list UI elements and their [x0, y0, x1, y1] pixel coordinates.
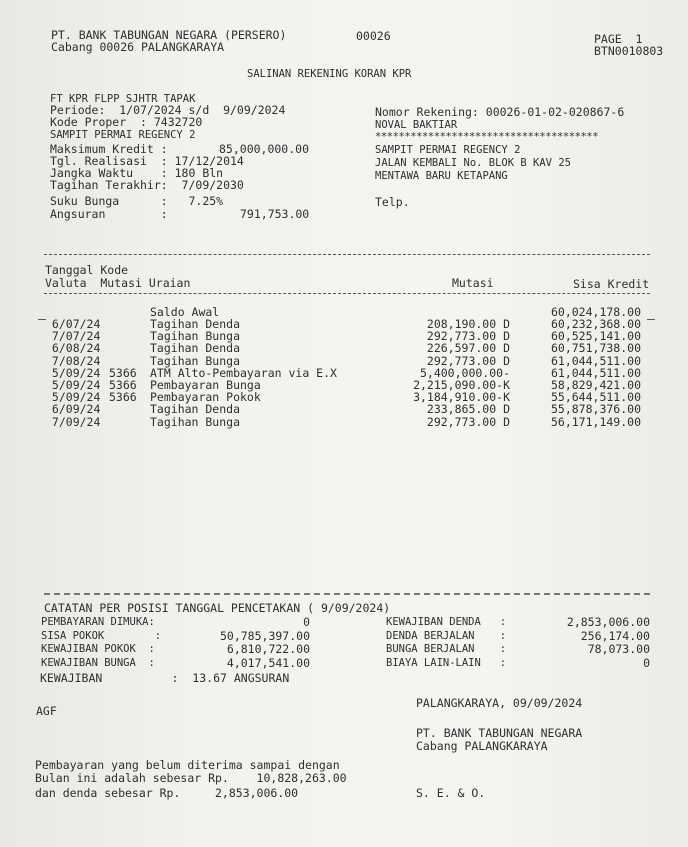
loan-product: FT KPR FLPP SJHTR TAPAK	[50, 93, 196, 105]
transaction-description: Tagihan Bunga	[150, 329, 241, 344]
address-line-3: MENTAWA BARU KETAPANG	[375, 170, 508, 182]
summary-left-value: 50,785,397.00	[219, 628, 310, 643]
transaction-code: 5366	[109, 378, 137, 392]
agf-label: AGF	[36, 704, 57, 718]
transaction-date: 7/09/24	[45, 414, 101, 429]
remaining-credit: 55,878,376.00	[550, 402, 641, 417]
summary-left-label: SISA POKOK :	[41, 629, 162, 642]
page-number: PAGE 1	[594, 32, 643, 46]
installment-value: 791,753.00	[240, 207, 310, 221]
divider	[44, 293, 650, 294]
summary-left-label: PEMBAYARAN DIMUKA:	[41, 616, 155, 628]
transaction-description: Tagihan Bunga	[150, 353, 241, 368]
summary-left-value: 6,810,722.00	[226, 642, 310, 656]
summary-right-value: 78,073.00	[587, 642, 650, 656]
transaction-amount: 208,190.00 D	[426, 317, 510, 331]
transaction-date: 5/09/24	[45, 390, 101, 405]
divider	[44, 593, 650, 595]
summary-right-value: 256,174.00	[580, 628, 650, 643]
payment-note-line-1: Pembayaran yang belum diterima sampai dengan	[35, 758, 340, 772]
transaction-date: 5/09/24	[45, 378, 101, 392]
remaining-credit: 60,525,141.00	[550, 329, 641, 344]
installment-label: Angsuran :	[50, 207, 168, 221]
transaction-description: Pembayaran Bunga	[150, 378, 261, 392]
summary-right-value: 2,853,006.00	[566, 615, 650, 629]
errors-omissions: S. E. & O.	[416, 786, 486, 800]
opening-balance-label: Saldo Awal	[150, 305, 220, 319]
table-row	[0, 391, 688, 403]
payment-note-line-2: Bulan ini adalah sebesar Rp. 10,828,263.00	[35, 771, 347, 785]
transaction-date: 6/08/24	[45, 341, 101, 356]
signature-bank: PT. BANK TABUNGAN NEGARA	[416, 726, 583, 740]
last-bill-date: Tagihan Terakhir: 7/09/2030	[50, 178, 244, 192]
branch-name: Cabang 00026 PALANGKARAYA	[51, 40, 225, 54]
column-header-mutasi: Mutasi	[452, 276, 494, 290]
transaction-date: 6/09/24	[45, 402, 101, 417]
customer-name: NOVAL BAKTIAR	[375, 119, 458, 131]
transaction-description: ATM Alto-Pembayaran via E.X	[150, 365, 337, 380]
transaction-code: 5366	[109, 365, 137, 380]
transaction-description: Tagihan Denda	[150, 317, 241, 331]
transaction-amount: 2,215,090.00-K	[413, 378, 510, 392]
table-row	[0, 318, 688, 330]
interest-rate: Suku Bunga : 7.25%	[50, 194, 224, 208]
transaction-description: Tagihan Denda	[150, 341, 241, 356]
remaining-credit: 61,044,511.00	[550, 365, 641, 380]
telephone-label: Telp.	[375, 195, 410, 209]
remaining-credit: 60,751,738.00	[550, 341, 641, 356]
transaction-description: Tagihan Bunga	[150, 414, 241, 429]
transaction-description: Tagihan Denda	[150, 402, 241, 417]
transaction-amount: 226,597.00 D	[426, 341, 510, 356]
loan-term: Jangka Waktu : 180 Bln	[50, 166, 224, 180]
transaction-amount: 292,773.00 D	[426, 414, 510, 429]
address-line-1: SAMPIT PERMAI REGENCY 2	[375, 144, 521, 156]
transaction-amount: 5,400,000.00-	[419, 365, 510, 380]
statement-period: Periode: 1/07/2024 s/d 9/09/2024	[50, 103, 286, 117]
remaining-credit: 61,044,511.00	[550, 353, 641, 368]
divider	[44, 254, 650, 255]
obligation-installments: KEWAJIBAN : 13.67 ANGSURAN	[40, 671, 290, 685]
summary-left-label: KEWAJIBAN BUNGA :	[41, 656, 155, 669]
remaining-credit: 60,232,368.00	[550, 317, 641, 331]
place-date: PALANGKARAYA, 09/09/2024	[416, 696, 583, 710]
summary-right-label: KEWAJIBAN DENDA :	[386, 616, 507, 628]
table-row	[0, 367, 688, 379]
bank-name: PT. BANK TABUNGAN NEGARA (PERSERO)	[51, 28, 287, 42]
table-row	[0, 416, 688, 428]
table-row	[0, 330, 688, 342]
document-code: BTN0010803	[594, 44, 664, 58]
address-line-2: JALAN KEMBALI No. BLOK B KAV 25	[375, 157, 571, 169]
masked-line: **************************************	[375, 131, 599, 143]
transaction-date: 5/09/24	[45, 365, 101, 380]
transaction-date: 7/08/24	[45, 353, 101, 368]
project-name: SAMPIT PERMAI REGENCY 2	[50, 129, 196, 141]
opening-balance-value: 60,024,178.00	[550, 305, 641, 319]
column-header-valuta: Valuta Mutasi Uraian	[45, 276, 191, 290]
summary-left-value: 4,017,541.00	[226, 655, 310, 670]
transaction-description: Pembayaran Pokok	[150, 390, 261, 405]
summary-right-label: DENDA BERJALAN :	[386, 629, 507, 642]
realization-date: Tgl. Realisasi : 17/12/2014	[50, 154, 244, 168]
table-row	[0, 355, 688, 367]
document-title: SALINAN REKENING KORAN KPR	[247, 68, 412, 80]
column-header-sisa-kredit: Sisa Kredit	[573, 277, 650, 291]
transaction-date: 7/07/24	[45, 329, 101, 344]
remaining-credit: 58,829,421.00	[550, 378, 641, 392]
max-credit-value: 85,000,000.00	[219, 142, 310, 156]
transaction-amount: 292,773.00 D	[426, 329, 510, 344]
table-row	[0, 403, 688, 415]
signature-branch: Cabang PALANGKARAYA	[416, 739, 548, 753]
table-row	[0, 379, 688, 391]
remaining-credit: 56,171,149.00	[550, 414, 641, 429]
print-date-note: CATATAN PER POSISI TANGGAL PENCETAKAN ( 9/09/2024)	[44, 601, 391, 615]
payment-note-line-3: dan denda sebesar Rp. 2,853,006.00	[35, 786, 299, 800]
summary-right-label: BIAYA LAIN-LAIN :	[386, 656, 507, 669]
kode-proper: Kode Proper : 7432720	[50, 115, 203, 129]
table-row	[0, 342, 688, 354]
summary-left-label: KEWAJIBAN POKOK :	[41, 643, 155, 655]
summary-right-value: 0	[643, 655, 650, 670]
branch-code: 00026	[356, 29, 391, 43]
transaction-date: 6/07/24	[45, 317, 101, 331]
transaction-amount: 233,865.00 D	[426, 402, 510, 417]
account-number: Nomor Rekening: 00026-01-02-020867-6	[375, 105, 625, 119]
max-credit-label: Maksimum Kredit :	[50, 142, 168, 156]
remaining-credit: 55,644,511.00	[550, 390, 641, 405]
transaction-amount: 292,773.00 D	[426, 353, 510, 368]
summary-left-value: 0	[303, 615, 310, 629]
column-header-date: Tanggal Kode	[45, 263, 129, 277]
transaction-code: 5366	[109, 390, 137, 405]
summary-right-label: BUNGA BERJALAN :	[386, 643, 507, 655]
transaction-amount: 3,184,910.00-K	[413, 390, 510, 405]
